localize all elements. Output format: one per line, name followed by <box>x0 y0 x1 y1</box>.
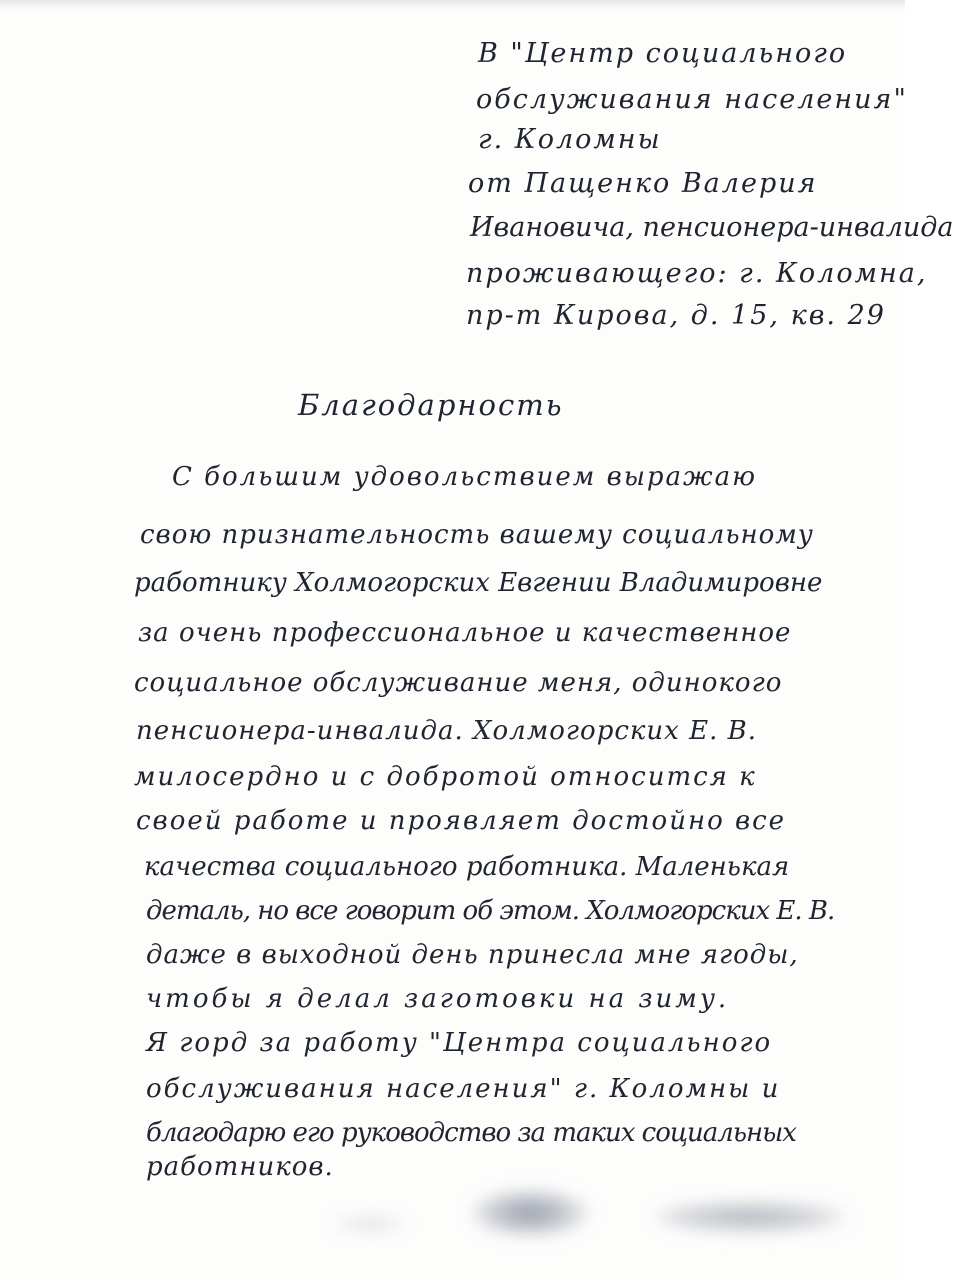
body-line: качества социального работника. Маленькая <box>144 852 790 882</box>
body-line: за очень профессиональное и качественное <box>138 618 792 648</box>
blurred-signature-name <box>655 1200 845 1234</box>
body-line: чтобы я делал заготовки на зиму. <box>146 984 730 1014</box>
header-line: от Пащенко Валерия <box>468 168 818 199</box>
scan-edge-shadow <box>0 0 905 10</box>
body-line: С большим удовольствием выражаю <box>172 462 757 492</box>
blurred-signature <box>470 1188 590 1238</box>
body-line: обслуживания населения" г. Коломны и <box>146 1074 781 1104</box>
body-line: свою признательность вашему социальному <box>140 520 814 550</box>
header-line: В "Центр социального <box>478 38 848 69</box>
header-line: Ивановича, пенсионера-инвалида <box>470 212 954 243</box>
header-line: пр-т Кирова, д. 15, кв. 29 <box>466 300 886 331</box>
header-line: проживающего: г. Коломна, <box>466 258 928 289</box>
body-line: работников. <box>146 1152 334 1182</box>
body-line: своей работе и проявляет достойно все <box>136 806 787 836</box>
body-line: благодарю его руководство за таких социальных <box>146 1118 796 1148</box>
header-line: обслуживания населения" <box>476 84 908 115</box>
letter-title: Благодарность <box>298 388 564 422</box>
body-line: Я горд за работу "Центра социального <box>146 1028 773 1058</box>
body-line: пенсионера-инвалида. Холмогорских Е. В. <box>136 716 757 746</box>
body-line: социальное обслуживание меня, одинокого <box>134 668 783 698</box>
body-line: работнику Холмогорских Евгении Владимировне <box>134 568 823 598</box>
body-line: деталь, но все говорит об этом. Холмогорских Е. В. <box>146 896 835 926</box>
body-line: милосердно и с добротой относится к <box>134 762 757 792</box>
body-line: даже в выходной день принесла мне ягоды, <box>146 940 799 970</box>
blurred-mark <box>330 1212 410 1236</box>
header-line: г. Коломны <box>478 124 662 155</box>
